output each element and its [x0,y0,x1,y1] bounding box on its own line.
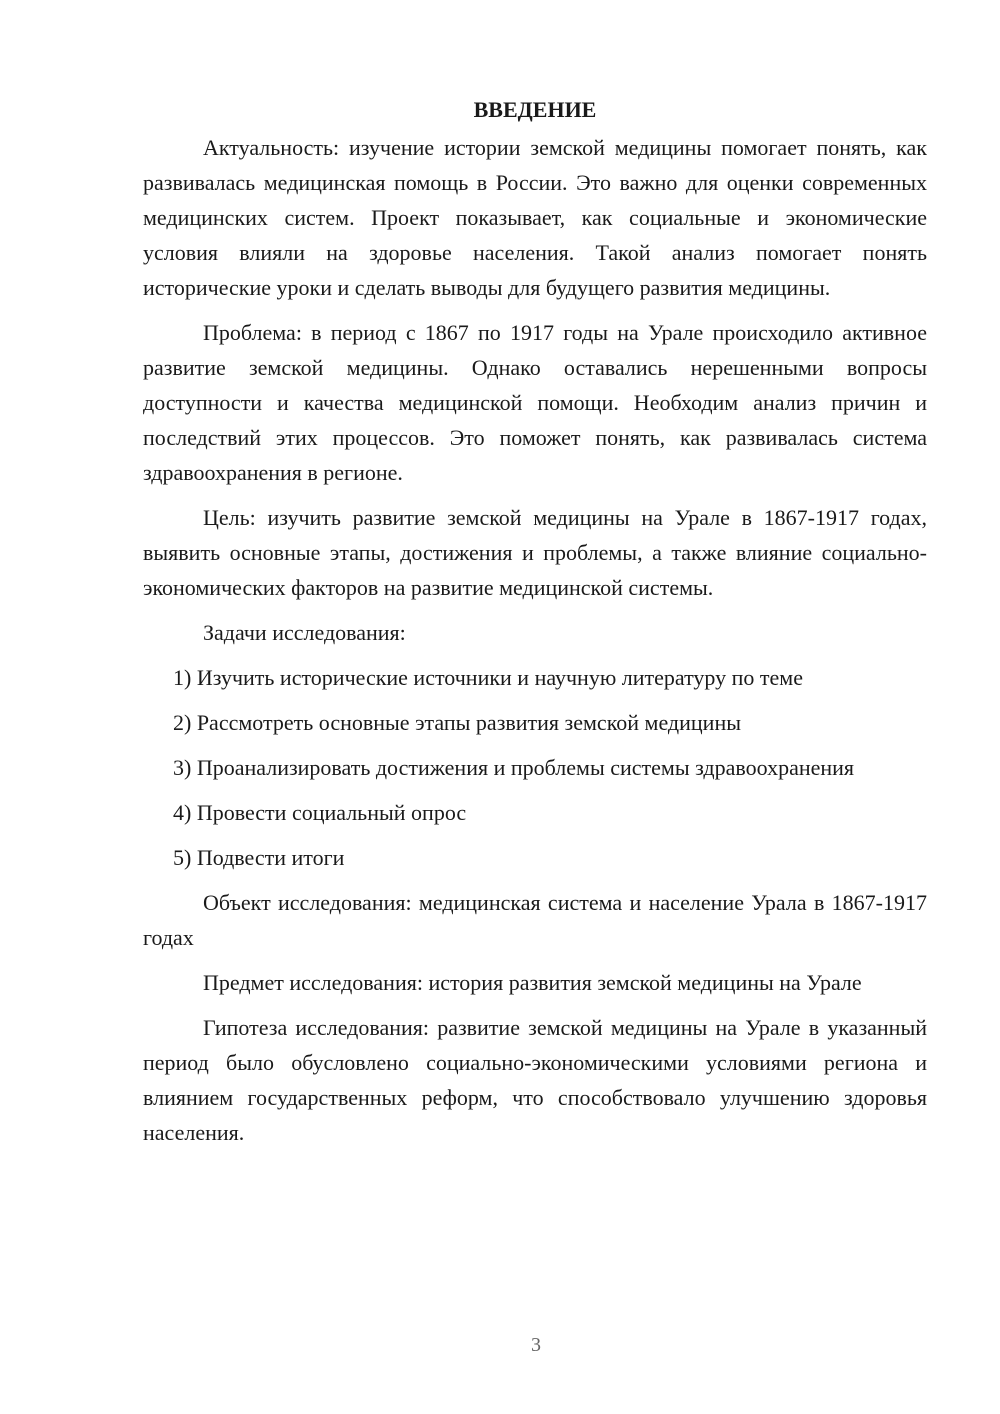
task-item-5: 5) Подвести итоги [173,845,345,870]
hypothesis-paragraph: Гипотеза исследования: развитие земской медицины на Урале в указанный период было обусловлено социально-экономическими условиями региона и влиянием государственных реформ, что способствовало улучшению здоровья населения. [143,1015,927,1145]
object-paragraph: Объект исследования: медицинская система и население Урала в 1867-1917 годах [143,890,927,950]
task-item-4: 4) Провести социальный опрос [173,800,467,825]
subject-paragraph: Предмет исследования: история развития земской медицины на Урале [203,970,862,995]
relevance-paragraph: Актуальность: изучение истории земской медицины помогает понять, как развивалась медицинская помощь в России. Это важно для оценки современных медицинских систем. Проект показывает, как социальные и экономические условия влияли на здоровье населения. Такой анализ помогает понять исторические уроки и сделать выводы для будущего развития медицины. [143,135,927,300]
section-heading: ВВЕДЕНИЕ [473,97,597,122]
tasks-title: Задачи исследования: [203,620,406,645]
problem-paragraph: Проблема: в период с 1867 по 1917 годы на Урале происходило активное развитие земской медицины. Однако оставались нерешенными вопросы доступности и качества медицинской помощи. Необходим анализ причин и последствий этих процессов. Это поможет понять, как развивалась система здравоохранения в регионе. [143,320,927,485]
goal-paragraph: Цель: изучить развитие земской медицины на Урале в 1867-1917 годах, выявить основные этапы, достижения и проблемы, а также влияние социально-экономических факторов на развитие медицинской системы. [143,505,927,600]
document-page [143,94,927,1160]
page-number: 3 [531,1334,541,1356]
task-item-3: 3) Проанализировать достижения и проблемы системы здравоохранения [173,755,855,780]
task-item-2: 2) Рассмотреть основные этапы развития земской медицины [173,710,742,735]
task-item-1: 1) Изучить исторические источники и научную литературу по теме [173,665,803,690]
